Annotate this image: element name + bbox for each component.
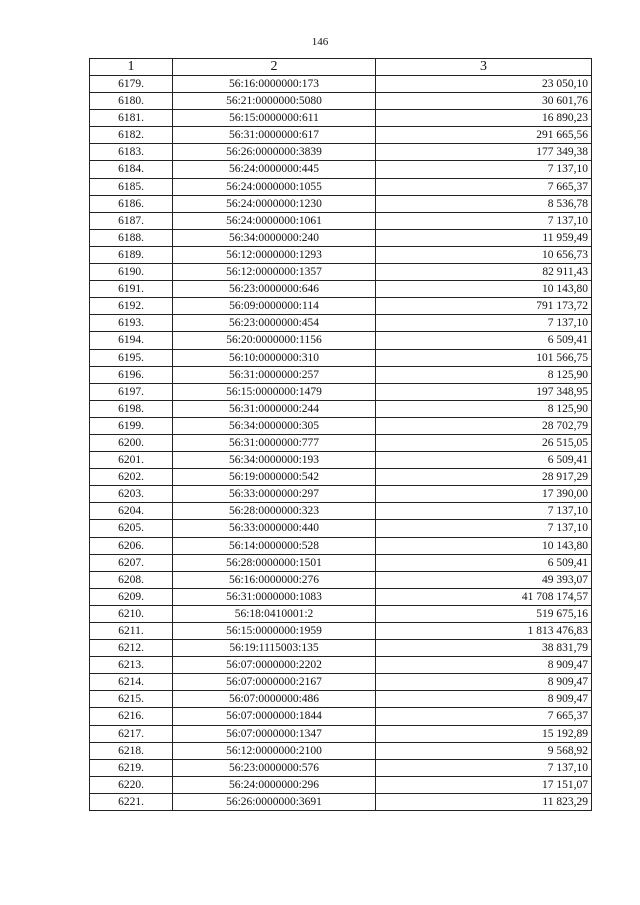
row-number: 6198. [90, 400, 173, 417]
table-row [90, 281, 592, 298]
amount-value: 7 137,10 [376, 161, 592, 178]
row-number: 6183. [90, 144, 173, 161]
cadastral-number: 56:33:0000000:297 [173, 486, 376, 503]
amount-value: 26 515,05 [376, 434, 592, 451]
table-row [90, 93, 592, 110]
table-row [90, 144, 592, 161]
row-number: 6215. [90, 691, 173, 708]
cadastral-number: 56:33:0000000:440 [173, 520, 376, 537]
row-number: 6217. [90, 725, 173, 742]
cadastral-number: 56:18:0410001:2 [173, 605, 376, 622]
amount-value: 82 911,43 [376, 264, 592, 281]
table-row [90, 554, 592, 571]
amount-value: 1 813 476,83 [376, 623, 592, 640]
table-row [90, 605, 592, 622]
amount-value: 11 823,29 [376, 793, 592, 810]
amount-value: 15 192,89 [376, 725, 592, 742]
cadastral-number: 56:34:0000000:305 [173, 417, 376, 434]
row-number: 6214. [90, 674, 173, 691]
row-number: 6209. [90, 588, 173, 605]
table-row [90, 776, 592, 793]
cadastral-number: 56:26:0000000:3691 [173, 793, 376, 810]
cadastral-number: 56:23:0000000:646 [173, 281, 376, 298]
amount-value: 8 536,78 [376, 195, 592, 212]
row-number: 6192. [90, 298, 173, 315]
header-row [90, 59, 592, 76]
row-number: 6193. [90, 315, 173, 332]
row-number: 6191. [90, 281, 173, 298]
cadastral-number: 56:34:0000000:193 [173, 452, 376, 469]
cadastral-number: 56:31:0000000:1083 [173, 588, 376, 605]
cadastral-number: 56:15:0000000:1479 [173, 383, 376, 400]
row-number: 6187. [90, 212, 173, 229]
row-number: 6210. [90, 605, 173, 622]
row-number: 6208. [90, 571, 173, 588]
table-row [90, 742, 592, 759]
table-row [90, 127, 592, 144]
cadastral-number: 56:24:0000000:445 [173, 161, 376, 178]
table-row [90, 725, 592, 742]
page-number: 146 [311, 36, 329, 48]
row-number: 6219. [90, 759, 173, 776]
table-row [90, 486, 592, 503]
row-number: 6203. [90, 486, 173, 503]
table-row [90, 264, 592, 281]
table-row [90, 793, 592, 810]
amount-value: 28 917,29 [376, 469, 592, 486]
cadastral-number: 56:23:0000000:454 [173, 315, 376, 332]
table-row [90, 640, 592, 657]
row-number: 6216. [90, 708, 173, 725]
amount-value: 8 125,90 [376, 366, 592, 383]
cadastral-number: 56:24:0000000:1230 [173, 195, 376, 212]
cadastral-number: 56:07:0000000:486 [173, 691, 376, 708]
table-row [90, 366, 592, 383]
cadastral-number: 56:07:0000000:2202 [173, 657, 376, 674]
amount-value: 10 143,80 [376, 281, 592, 298]
row-number: 6181. [90, 110, 173, 127]
table-row [90, 400, 592, 417]
table-row [90, 708, 592, 725]
cadastral-number: 56:16:0000000:173 [173, 76, 376, 93]
cadastral-number: 56:31:0000000:244 [173, 400, 376, 417]
amount-value: 9 568,92 [376, 742, 592, 759]
registry-table [89, 58, 592, 811]
amount-value: 28 702,79 [376, 417, 592, 434]
row-number: 6197. [90, 383, 173, 400]
row-number: 6207. [90, 554, 173, 571]
table-row [90, 76, 592, 93]
amount-value: 8 909,47 [376, 691, 592, 708]
cadastral-number: 56:19:1115003:135 [173, 640, 376, 657]
table-body [90, 76, 592, 811]
row-number: 6190. [90, 264, 173, 281]
amount-value: 17 151,07 [376, 776, 592, 793]
amount-value: 7 137,10 [376, 520, 592, 537]
cadastral-number: 56:07:0000000:1347 [173, 725, 376, 742]
row-number: 6200. [90, 434, 173, 451]
cadastral-number: 56:15:0000000:611 [173, 110, 376, 127]
cadastral-number: 56:24:0000000:1061 [173, 212, 376, 229]
amount-value: 7 665,37 [376, 708, 592, 725]
cadastral-number: 56:34:0000000:240 [173, 229, 376, 246]
row-number: 6206. [90, 537, 173, 554]
cadastral-number: 56:31:0000000:777 [173, 434, 376, 451]
row-number: 6204. [90, 503, 173, 520]
amount-value: 7 665,37 [376, 178, 592, 195]
cadastral-number: 56:14:0000000:528 [173, 537, 376, 554]
row-number: 6220. [90, 776, 173, 793]
cadastral-number: 56:28:0000000:323 [173, 503, 376, 520]
column-header-3: 3 [376, 59, 592, 76]
table-row [90, 452, 592, 469]
table-row [90, 674, 592, 691]
amount-value: 7 137,10 [376, 503, 592, 520]
amount-value: 197 348,95 [376, 383, 592, 400]
cadastral-number: 56:21:0000000:5080 [173, 93, 376, 110]
row-number: 6189. [90, 246, 173, 263]
cadastral-number: 56:12:0000000:1357 [173, 264, 376, 281]
cadastral-number: 56:07:0000000:2167 [173, 674, 376, 691]
table-row [90, 195, 592, 212]
cadastral-number: 56:12:0000000:1293 [173, 246, 376, 263]
row-number: 6205. [90, 520, 173, 537]
row-number: 6202. [90, 469, 173, 486]
amount-value: 38 831,79 [376, 640, 592, 657]
table-row [90, 469, 592, 486]
table-row [90, 315, 592, 332]
row-number: 6211. [90, 623, 173, 640]
amount-value: 10 143,80 [376, 537, 592, 554]
amount-value: 10 656,73 [376, 246, 592, 263]
row-number: 6179. [90, 76, 173, 93]
cadastral-number: 56:12:0000000:2100 [173, 742, 376, 759]
cadastral-number: 56:28:0000000:1501 [173, 554, 376, 571]
table-row [90, 520, 592, 537]
row-number: 6182. [90, 127, 173, 144]
amount-value: 8 909,47 [376, 657, 592, 674]
row-number: 6188. [90, 229, 173, 246]
amount-value: 6 509,41 [376, 332, 592, 349]
cadastral-number: 56:26:0000000:3839 [173, 144, 376, 161]
cadastral-number: 56:24:0000000:1055 [173, 178, 376, 195]
table-row [90, 349, 592, 366]
table-row [90, 691, 592, 708]
table-row [90, 229, 592, 246]
amount-value: 49 393,07 [376, 571, 592, 588]
cadastral-number: 56:31:0000000:617 [173, 127, 376, 144]
amount-value: 11 959,49 [376, 229, 592, 246]
table-row [90, 212, 592, 229]
row-number: 6212. [90, 640, 173, 657]
amount-value: 101 566,75 [376, 349, 592, 366]
amount-value: 23 050,10 [376, 76, 592, 93]
row-number: 6201. [90, 452, 173, 469]
column-header-2: 2 [173, 59, 376, 76]
table-row [90, 110, 592, 127]
cadastral-number: 56:31:0000000:257 [173, 366, 376, 383]
table-row [90, 161, 592, 178]
table-row [90, 178, 592, 195]
row-number: 6195. [90, 349, 173, 366]
table-row [90, 434, 592, 451]
cadastral-number: 56:16:0000000:276 [173, 571, 376, 588]
amount-value: 17 390,00 [376, 486, 592, 503]
table-row [90, 332, 592, 349]
amount-value: 291 665,56 [376, 127, 592, 144]
amount-value: 7 137,10 [376, 315, 592, 332]
table-row [90, 537, 592, 554]
amount-value: 8 909,47 [376, 674, 592, 691]
amount-value: 519 675,16 [376, 605, 592, 622]
row-number: 6221. [90, 793, 173, 810]
table-row [90, 298, 592, 315]
table-row [90, 588, 592, 605]
cadastral-number: 56:24:0000000:296 [173, 776, 376, 793]
table-row [90, 657, 592, 674]
row-number: 6185. [90, 178, 173, 195]
amount-value: 30 601,76 [376, 93, 592, 110]
cadastral-number: 56:23:0000000:576 [173, 759, 376, 776]
table-row [90, 623, 592, 640]
amount-value: 41 708 174,57 [376, 588, 592, 605]
amount-value: 16 890,23 [376, 110, 592, 127]
row-number: 6199. [90, 417, 173, 434]
amount-value: 8 125,90 [376, 400, 592, 417]
cadastral-number: 56:19:0000000:542 [173, 469, 376, 486]
table-row [90, 383, 592, 400]
row-number: 6186. [90, 195, 173, 212]
cadastral-number: 56:20:0000000:1156 [173, 332, 376, 349]
cadastral-number: 56:10:0000000:310 [173, 349, 376, 366]
amount-value: 7 137,10 [376, 759, 592, 776]
row-number: 6194. [90, 332, 173, 349]
row-number: 6196. [90, 366, 173, 383]
cadastral-number: 56:15:0000000:1959 [173, 623, 376, 640]
table-row [90, 417, 592, 434]
row-number: 6180. [90, 93, 173, 110]
amount-value: 6 509,41 [376, 554, 592, 571]
table-row [90, 759, 592, 776]
amount-value: 177 349,38 [376, 144, 592, 161]
amount-value: 7 137,10 [376, 212, 592, 229]
cadastral-number: 56:09:0000000:114 [173, 298, 376, 315]
amount-value: 791 173,72 [376, 298, 592, 315]
cadastral-number: 56:07:0000000:1844 [173, 708, 376, 725]
table-row [90, 503, 592, 520]
row-number: 6184. [90, 161, 173, 178]
table-row [90, 246, 592, 263]
table-row [90, 571, 592, 588]
column-header-1: 1 [90, 59, 173, 76]
row-number: 6213. [90, 657, 173, 674]
row-number: 6218. [90, 742, 173, 759]
amount-value: 6 509,41 [376, 452, 592, 469]
